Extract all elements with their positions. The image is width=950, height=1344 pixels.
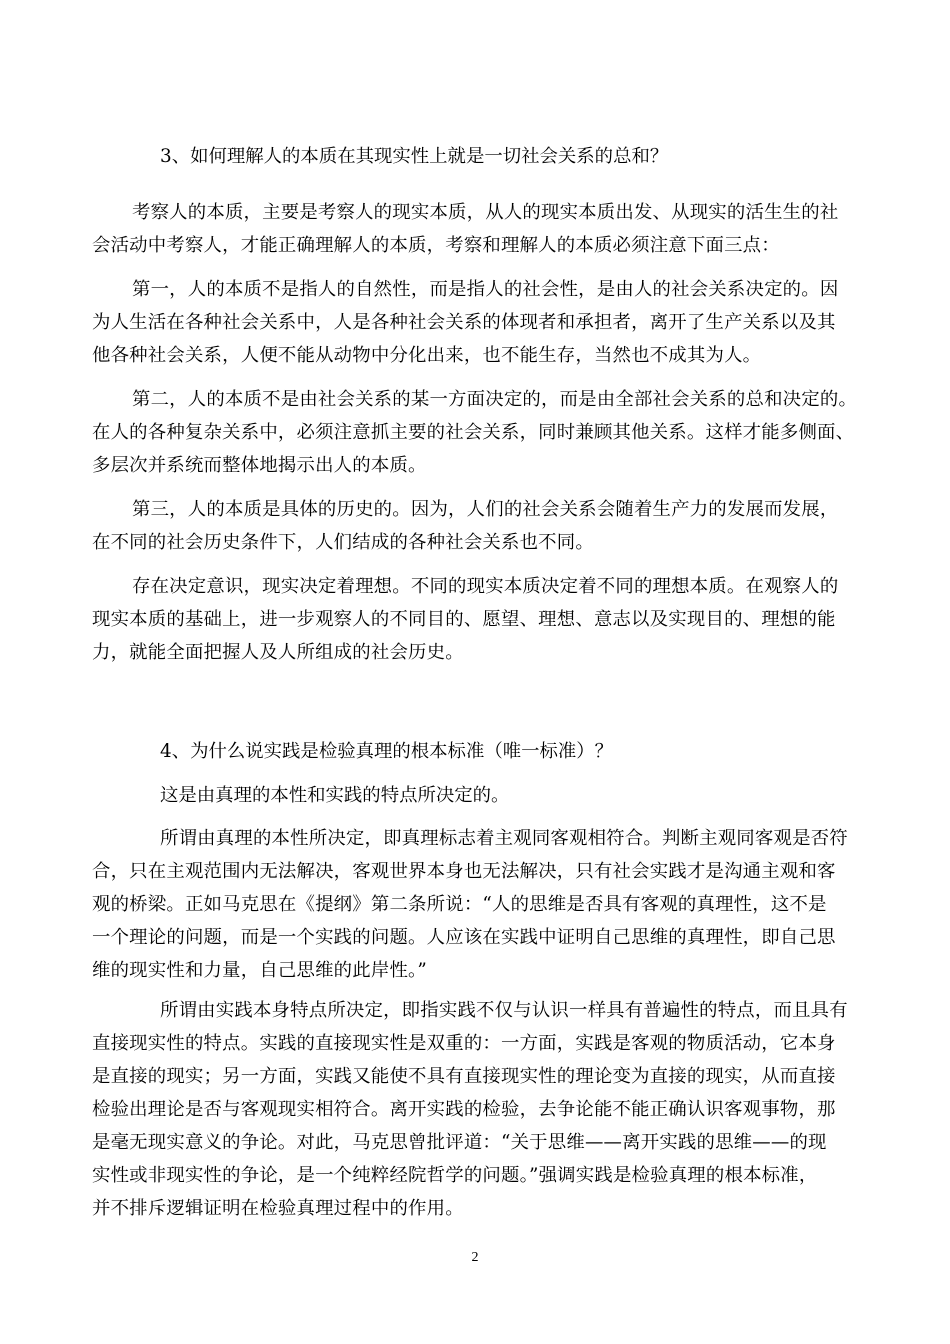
paragraph-line: 在不同的社会历史条件下，人们结成的各种社会关系也不同。 xyxy=(92,532,594,553)
paragraph-line: 第三，人的本质是具体的历史的。因为，人们的社会关系会随着生产力的发展而发展， xyxy=(132,499,839,520)
paragraph-line: 多层次并系统而整体地揭示出人的本质。 xyxy=(92,455,427,476)
section-4-heading: 4、为什么说实践是检验真理的根本标准（唯一标准）？ xyxy=(160,741,614,762)
section-3-paragraph-3 xyxy=(92,383,862,482)
paragraph-line: 直接现实性的特点。实践的直接现实性是双重的：一方面，实践是客观的物质活动，它本身 xyxy=(92,1033,836,1054)
paragraph-line: 为人生活在各种社会关系中，人是各种社会关系的体现者和承担者，离开了生产关系以及其 xyxy=(92,312,836,333)
paragraph-line: 第二，人的本质不是由社会关系的某一方面决定的，而是由全部社会关系的总和决定的。 xyxy=(132,389,858,410)
section-3-paragraph-4 xyxy=(92,493,862,559)
section-4-paragraph-1 xyxy=(92,822,862,987)
paragraph-line: 考察人的本质，主要是考察人的现实本质，从人的现实本质出发、从现实的活生生的社 xyxy=(132,202,839,223)
section-3-paragraph-5 xyxy=(92,570,862,669)
paragraph-line: 观的桥梁。正如马克思在《提纲》第二条所说：“人的思维是否具有客观的真理性，这不是 xyxy=(92,894,827,915)
paragraph-line: 实性或非现实性的争论，是一个纯粹经院哲学的问题。”强调实践是检验真理的根本标准， xyxy=(92,1165,818,1186)
paragraph-line: 所谓由真理的本性所决定，即真理标志着主观同客观相符合。判断主观同客观是否符 xyxy=(160,828,848,849)
paragraph-line: 合，只在主观范围内无法解决，客观世界本身也无法解决，只有社会实践才是沟通主观和客 xyxy=(92,861,836,882)
paragraph-line: 是毫无现实意义的争论。对此，马克思曾批评道：“关于思维——离开实践的思维——的现 xyxy=(92,1132,827,1153)
section-3-paragraph-2 xyxy=(92,273,862,372)
paragraph-line: 存在决定意识，现实决定着理想。不同的现实本质决定着不同的理想本质。在观察人的 xyxy=(132,576,839,597)
section-4-intro: 这是由真理的本性和实践的特点所决定的。 xyxy=(160,785,510,806)
paragraph-line: 是直接的现实；另一方面，实践又能使不具有直接现实性的理论变为直接的现实，从而直接 xyxy=(92,1066,836,1087)
paragraph-line: 会活动中考察人，才能正确理解人的本质，考察和理解人的本质必须注意下面三点： xyxy=(92,235,780,256)
paragraph-line: 现实本质的基础上，进一步观察人的不同目的、愿望、理想、意志以及实现目的、理想的能 xyxy=(92,609,836,630)
paragraph-line: 一个理论的问题，而是一个实践的问题。人应该在实践中证明自己思维的真理性，即自己思 xyxy=(92,927,836,948)
section-3-heading: 3、如何理解人的本质在其现实性上就是一切社会关系的总和？ xyxy=(160,146,669,167)
paragraph-line: 第一，人的本质不是指人的自然性，而是指人的社会性，是由人的社会关系决定的。因 xyxy=(132,279,839,300)
paragraph-line: 检验出理论是否与客观现实相符合。离开实践的检验，去争论能不能正确认识客观事物，那 xyxy=(92,1099,836,1120)
page-number: 2 xyxy=(471,1250,479,1265)
paragraph-line: 并不排斥逻辑证明在检验真理过程中的作用。 xyxy=(92,1198,464,1219)
paragraph-line: 所谓由实践本身特点所决定，即指实践不仅与认识一样具有普遍性的特点，而且具有 xyxy=(160,1000,848,1021)
section-4-paragraph-2 xyxy=(92,994,862,1225)
paragraph-line: 维的现实性和力量，自己思维的此岸性。” xyxy=(92,960,428,981)
section-3-paragraph-1 xyxy=(92,196,862,262)
paragraph-line: 在人的各种复杂关系中，必须注意抓主要的社会关系，同时兼顾其他关系。这样才能多侧面、 xyxy=(92,422,855,443)
paragraph-line: 他各种社会关系，人便不能从动物中分化出来，也不能生存，当然也不成其为人。 xyxy=(92,345,762,366)
paragraph-line: 力，就能全面把握人及人所组成的社会历史。 xyxy=(92,642,464,663)
